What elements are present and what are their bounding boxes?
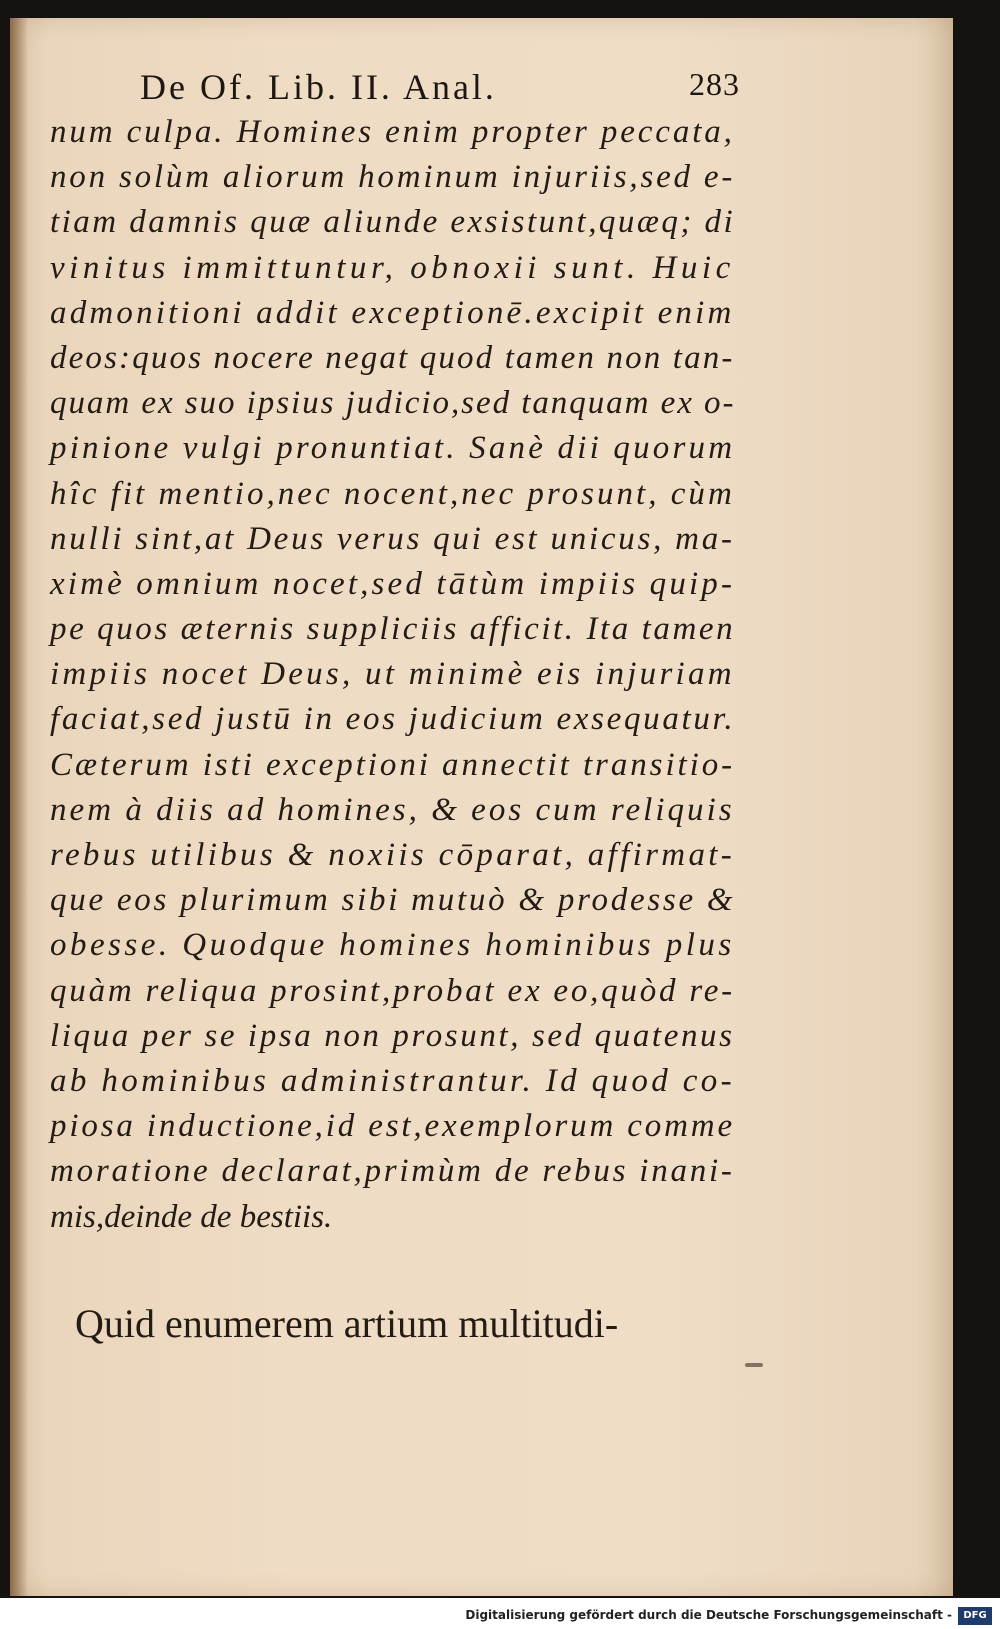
text-line: liqua per se ipsa non prosunt, sed quatenus bbox=[50, 1017, 735, 1054]
text-line: pinione vulgi pronuntiat. Sanè dii quorum bbox=[50, 430, 736, 467]
italic-body-text bbox=[50, 110, 735, 1240]
text-line: nulli sint,at Deus verus qui est unicus, ma- bbox=[50, 520, 735, 557]
ink-mark bbox=[745, 1363, 763, 1367]
text-line: moratione declarat,primùm de rebus inani- bbox=[50, 1153, 735, 1190]
text-line: tiam damnis quæ aliunde exsistunt,quæq; di bbox=[50, 204, 736, 241]
text-line: mis,deinde de bestiis. bbox=[50, 1198, 333, 1235]
text-line: num culpa. Homines enim propter peccata, bbox=[50, 114, 735, 150]
page-gutter bbox=[10, 18, 28, 1596]
text-line: quàm reliqua prosint,probat ex eo,quòd re- bbox=[50, 972, 735, 1009]
text-line: admonitioni addit exceptionē.excipit enim bbox=[50, 294, 735, 331]
text-line: hîc fit mentio,nec nocent,nec prosunt, cùm bbox=[50, 475, 735, 512]
text-line: faciat,sed justū in eos judicium exsequatur. bbox=[50, 701, 736, 738]
dfg-logo: DFG bbox=[958, 1607, 992, 1625]
roman-text-line: Quid enumerem artium multitudi- bbox=[75, 1301, 619, 1346]
text-line: non solùm aliorum hominum injuriis,sed e- bbox=[50, 159, 736, 196]
text-line: impiis nocet Deus, ut minimè eis injuriam bbox=[50, 656, 735, 693]
running-title: De Of. Lib. II. Anal. bbox=[140, 67, 497, 107]
text-line: quam ex suo ipsius judicio,sed tanquam ex o- bbox=[50, 385, 736, 422]
page-number: 283 bbox=[689, 66, 740, 102]
text-line: ab hominibus administrantur. Id quod co- bbox=[50, 1062, 736, 1099]
text-line: ximè omnium nocet,sed tātùm impiis quip- bbox=[50, 565, 736, 602]
text-line: deos:quos nocere negat quod tamen non tan- bbox=[50, 339, 735, 376]
text-line: que eos plurimum sibi mutuò & prodesse & bbox=[50, 882, 736, 919]
text-line: piosa inductione,id est,exemplorum comme bbox=[50, 1108, 735, 1145]
text-line: Cæterum isti exceptioni annectit transitio- bbox=[50, 746, 736, 783]
text-line: nem à diis ad homines, & eos cum reliquis bbox=[50, 791, 735, 828]
digitization-credit: Digitalisierung gefördert durch die Deutsche Forschungsgemeinschaft - bbox=[465, 1608, 952, 1622]
text-line: rebus utilibus & noxiis cōparat, affirmat- bbox=[50, 837, 736, 873]
text-line: vinitus immittuntur, obnoxii sunt. Huic bbox=[50, 249, 735, 286]
running-header bbox=[130, 66, 740, 116]
text-line: pe quos æternis suppliciis afficit. Ita tamen bbox=[50, 611, 736, 648]
text-line: obesse. Quodque homines hominibus plus bbox=[50, 927, 735, 964]
